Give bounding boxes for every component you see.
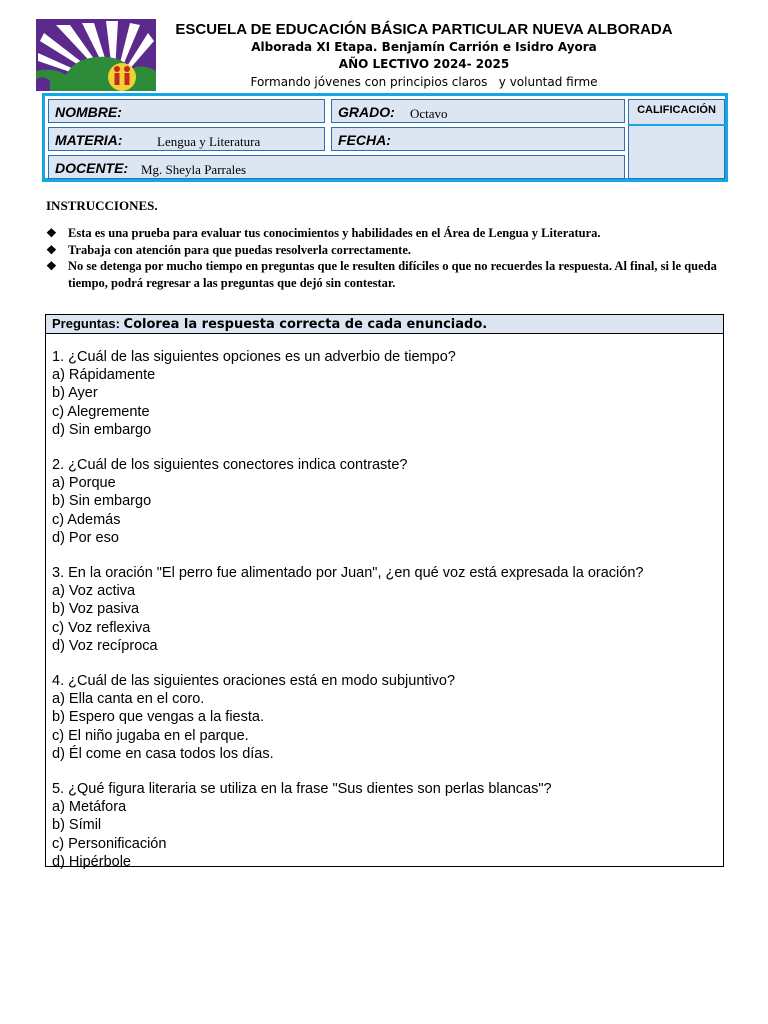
calificacion-field[interactable] [628, 99, 725, 179]
question-5 [52, 780, 723, 871]
answer-option[interactable]: c) Además [52, 511, 121, 528]
docente-value: Mg. Sheyla Parrales [141, 162, 247, 177]
diamond-bullet-icon: ❖ [46, 259, 57, 273]
questions-header-label: Preguntas: [52, 316, 120, 331]
instruction-text: No se detenga por mucho tiempo en preguntas que le resulten difíciles o que no recuerdes la respuesta. Al final, si le queda tiempo, podrá regresar a las preguntas que dejó sin contestar. [68, 259, 717, 290]
question-1 [52, 348, 723, 439]
answer-option[interactable]: b) Símil [52, 817, 102, 834]
answer-option[interactable]: b) Voz pasiva [52, 601, 140, 618]
answer-option[interactable]: d) Él come en casa todos los días. [52, 745, 274, 762]
school-logo-icon [36, 19, 156, 91]
question-4 [52, 672, 723, 763]
instruction-item [46, 258, 736, 291]
docente-label: DOCENTE: [55, 160, 129, 176]
answer-option[interactable]: a) Voz activa [52, 583, 136, 600]
grado-value: Octavo [410, 106, 448, 121]
diamond-bullet-icon: ❖ [46, 226, 57, 240]
instruction-text: Trabaja con atención para que puedas resolverla correctamente. [68, 242, 412, 257]
answer-option[interactable]: d) Hipérbole [52, 853, 131, 870]
docente-field[interactable] [48, 155, 625, 179]
question-3 [52, 564, 723, 655]
answer-option[interactable]: c) Personificación [52, 835, 167, 852]
answer-option[interactable]: a) Ella canta en el coro. [52, 691, 205, 708]
question-text: 1. ¿Cuál de las siguientes opciones es un adverbio de tiempo? [52, 349, 456, 365]
instruction-text: Esta es una prueba para evaluar tus conocimientos y habilidades en el Área de Lengua y Literatura. [68, 226, 601, 240]
school-motto: Formando jóvenes con principios claros y voluntad firme [250, 75, 598, 89]
answer-option[interactable]: b) Espero que vengas a la fiesta. [52, 709, 264, 726]
fecha-field[interactable] [331, 127, 625, 151]
answer-option[interactable]: c) Alegremente [52, 403, 150, 420]
instruction-item [46, 225, 736, 242]
question-text: 5. ¿Qué figura literaria se utiliza en la frase "Sus dientes son perlas blancas"? [52, 781, 552, 798]
grado-label: GRADO: [338, 104, 395, 120]
fecha-label: FECHA: [338, 132, 391, 148]
calificacion-label: CALIFICACIÓN [637, 104, 716, 116]
answer-option[interactable]: d) Por eso [52, 529, 119, 546]
school-year: AÑO LECTIVO 2024- 2025 [338, 57, 510, 71]
answer-option[interactable]: d) Sin embargo [52, 421, 152, 438]
grado-field[interactable] [331, 99, 625, 123]
materia-value: Lengua y Literatura [157, 134, 261, 149]
question-text: 3. En la oración "El perro fue alimentado por Juan", ¿en qué voz está expresada la oración? [52, 565, 644, 582]
question-2 [52, 456, 723, 547]
answer-option[interactable]: d) Voz recíproca [52, 637, 158, 654]
school-name: ESCUELA DE EDUCACIÓN BÁSICA PARTICULAR NUEVA ALBORADA [175, 21, 673, 38]
nombre-field[interactable] [48, 99, 325, 123]
question-text: 4. ¿Cuál de las siguientes oraciones está en modo subjuntivo? [52, 673, 456, 690]
question-text: 2. ¿Cuál de los siguientes conectores indica contraste? [52, 457, 408, 474]
instructions-title: INSTRUCCIONES. [46, 198, 158, 213]
questions-list [46, 334, 723, 871]
questions-header-text: Colorea la respuesta correcta de cada enunciado. [123, 317, 488, 332]
materia-field[interactable] [48, 127, 325, 151]
answer-option[interactable]: c) El niño jugaba en el parque. [52, 727, 249, 744]
diamond-bullet-icon: ❖ [46, 242, 57, 257]
calificacion-divider [628, 124, 725, 126]
questions-box [45, 314, 724, 870]
answer-option[interactable]: c) Voz reflexiva [52, 619, 151, 636]
questions-header [46, 315, 723, 334]
school-address: Alborada XI Etapa. Benjamín Carrión e Isidro Ayora [251, 40, 597, 54]
answer-option[interactable]: a) Metáfora [52, 799, 127, 816]
student-info-box [42, 93, 728, 182]
materia-label: MATERIA: [55, 132, 123, 148]
answer-option[interactable]: b) Ayer [52, 385, 98, 402]
answer-option[interactable]: a) Rápidamente [52, 367, 156, 384]
nombre-label: NOMBRE: [55, 104, 122, 120]
instructions-list [46, 225, 736, 291]
answer-option[interactable]: b) Sin embargo [52, 493, 152, 510]
instruction-item [46, 242, 736, 259]
answer-option[interactable]: a) Porque [52, 475, 116, 492]
